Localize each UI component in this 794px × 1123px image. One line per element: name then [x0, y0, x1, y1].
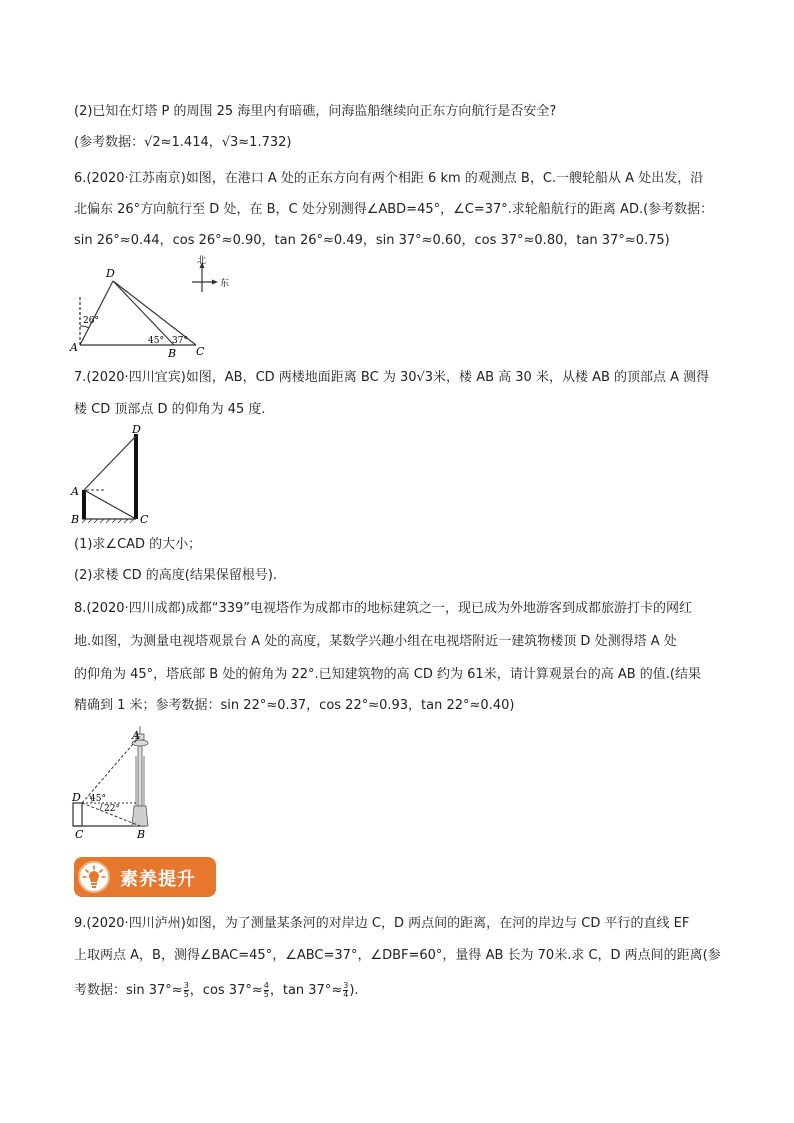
compass-icon — [190, 254, 240, 294]
q6-label-d: D — [106, 267, 115, 280]
q7-label-b: B — [71, 513, 80, 526]
q8-label-a: A — [132, 729, 140, 742]
q6-line-2: 北偏东 26°方向航行至 D 处，在 B，C 处分别测得∠ABD=45°，∠C=37°.求轮船航行的距离 AD.(参考数据： — [74, 202, 714, 217]
q9-ref-tan: ，tan 37°≈ — [269, 983, 343, 998]
q7-line-1: 7.(2020·四川宜宾)如图，AB，CD 两楼地面距离 BC 为 30√3米，楼 AB 高 30 米，从楼 AB 的顶部点 A 测得 — [74, 370, 710, 385]
q7-sub-question-1: (1)求∠CAD 的大小； — [74, 537, 202, 552]
q6-angle-37: 37° — [172, 336, 188, 346]
q8-line-4: 精确到 1 米；参考数据：sin 22°≈0.37，cos 22°≈0.93，tan 22°≈0.40) — [74, 698, 515, 713]
q5-line-2: (参考数据：√2≈1.414，√3≈1.732) — [74, 135, 292, 150]
q6-angle-26: 26° — [83, 316, 99, 326]
q8-figure — [66, 726, 176, 842]
q9-line-2: 上取两点 A，B，测得∠BAC=45°，∠ABC=37°，∠DBF=60°，量得 AB 长为 70米.求 C，D 两点间的距离(参 — [74, 948, 721, 963]
q6-angle-45: 45° — [148, 336, 164, 346]
q9-frac-sin — [184, 982, 189, 999]
q8-angle-22: 22° — [104, 804, 120, 814]
q7-label-a: A — [71, 485, 79, 498]
q8-line-3: 的仰角为 45°，塔底部 B 处的俯角为 22°.已知建筑物的高 CD 约为 61米，请计算观景台的高 AB 的值.(结果 — [74, 667, 701, 682]
q6-line-1: 6.(2020·江苏南京)如图，在港口 A 处的正东方向有两个相距 6 km 的观测点 B，C.一艘轮船从 A 处出发，沿 — [74, 171, 704, 186]
q9-frac-tan-den: 4 — [343, 990, 349, 999]
q9-ref-prefix: 考数据：sin 37°≈ — [74, 983, 183, 998]
section-badge — [74, 857, 216, 897]
q7-line-2: 楼 CD 顶部点 D 的仰角为 45 度. — [74, 402, 266, 417]
q9-frac-cos — [264, 982, 269, 999]
q8-angle-45: 45° — [90, 794, 106, 804]
compass-east-label: 东 — [220, 279, 230, 289]
q9-frac-tan — [343, 982, 348, 999]
q9-frac-cos-den: 5 — [263, 990, 269, 999]
q9-line-1: 9.(2020·四川泸州)如图，为了测量某条河的对岸边 C，D 两点间的距离，在河的岸边与 CD 平行的直线 EF — [74, 916, 690, 931]
q9-line-3 — [74, 982, 359, 1000]
q7-figure — [66, 424, 166, 528]
section-title: 素养提升 — [120, 869, 196, 890]
q9-ref-suffix: ). — [349, 983, 359, 998]
lightbulb-icon — [80, 863, 108, 891]
q9-ref-cos: ，cos 37°≈ — [189, 983, 263, 998]
q9-frac-tan-num: 3 — [343, 981, 349, 990]
q9-frac-sin-num: 3 — [183, 981, 189, 990]
q8-label-c: C — [75, 828, 84, 841]
q5-line-1: (2)已知在灯塔 P 的周围 25 海里内有暗礁，问海监船继续向正东方向航行是否安全? — [74, 104, 557, 119]
q8-line-1: 8.(2020·四川成都)成都“339”电视塔作为成都市的地标建筑之一，现已成为外地游客到成都旅游打卡的网红 — [74, 601, 693, 616]
q9-frac-sin-den: 5 — [183, 990, 189, 999]
q6-label-a: A — [70, 341, 78, 354]
q9-frac-cos-num: 4 — [263, 981, 269, 990]
q7-sub-question-2: (2)求楼 CD 的高度(结果保留根号). — [74, 568, 278, 583]
q6-label-c: C — [196, 345, 205, 358]
badge-icon-circle — [78, 861, 110, 893]
q8-label-d: D — [72, 791, 81, 804]
q7-label-c: C — [140, 513, 149, 526]
q6-label-b: B — [168, 347, 177, 360]
compass-north-label: 北 — [197, 256, 207, 266]
q6-line-3: sin 26°≈0.44，cos 26°≈0.90，tan 26°≈0.49，sin 37°≈0.60，cos 37°≈0.80，tan 37°≈0.75) — [74, 233, 670, 248]
q8-line-2: 地.如图，为测量电视塔观景台 A 处的高度，某数学兴趣小组在电视塔附近一建筑物楼顶 D 处测得塔 A 处 — [74, 634, 677, 649]
q7-label-d: D — [132, 424, 141, 436]
q8-label-b: B — [137, 828, 146, 841]
